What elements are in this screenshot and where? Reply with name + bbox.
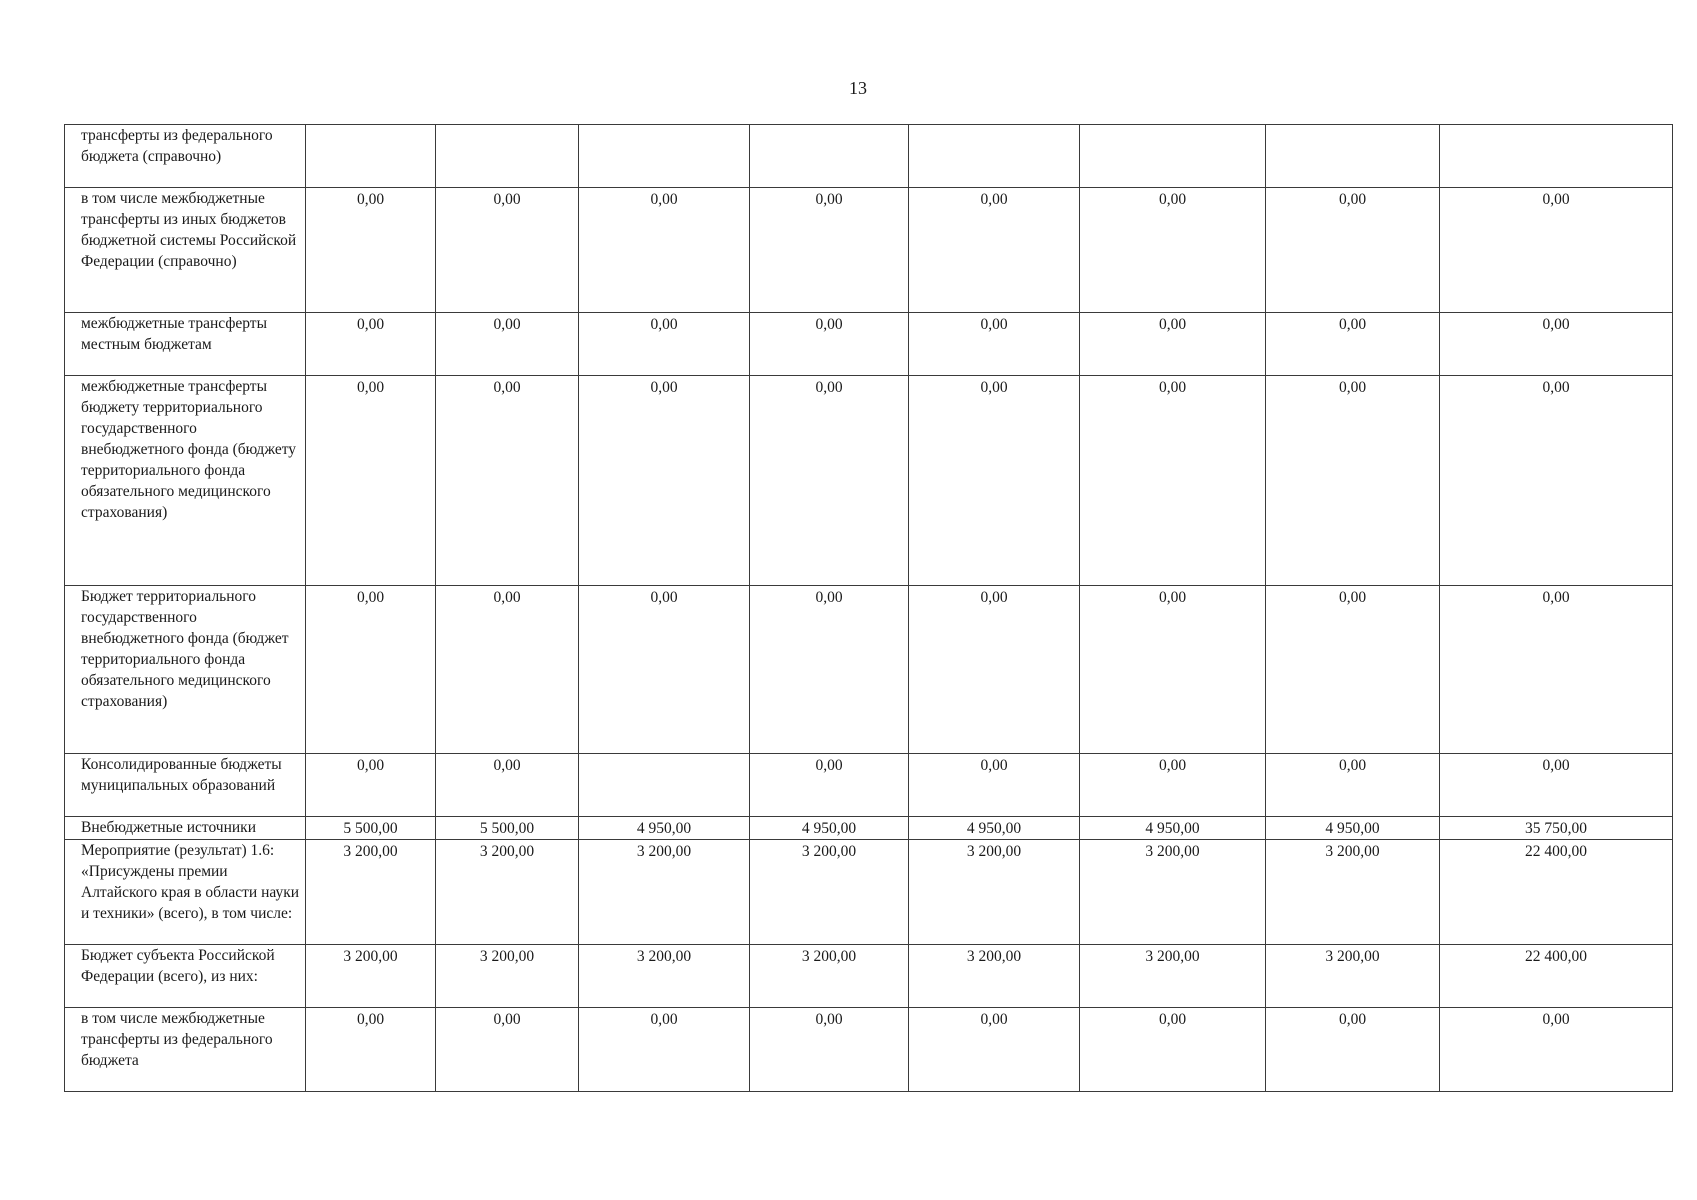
row-label: в том числе межбюджетные трансферты из федерального бюджета [65,1008,306,1092]
table-row [65,1008,1673,1092]
value-cell: 0,00 [1266,188,1440,313]
value-cell: 35 750,00 [1440,817,1673,840]
value-cell: 0,00 [1266,754,1440,817]
value-cell: 0,00 [306,754,436,817]
row-label: Бюджет субъекта Российской Федерации (всего), из них: [65,945,306,1008]
value-cell: 3 200,00 [909,945,1080,1008]
value-cell: 3 200,00 [579,840,750,945]
value-cell: 0,00 [909,376,1080,586]
value-cell [1080,125,1266,188]
value-cell: 0,00 [1440,313,1673,376]
value-cell: 22 400,00 [1440,945,1673,1008]
table-row [65,945,1673,1008]
value-cell: 4 950,00 [1080,817,1266,840]
value-cell: 0,00 [306,313,436,376]
value-cell: 4 950,00 [909,817,1080,840]
value-cell: 0,00 [909,313,1080,376]
row-label: Консолидированные бюджеты муниципальных образований [65,754,306,817]
value-cell: 0,00 [750,586,909,754]
value-cell: 0,00 [436,1008,579,1092]
row-label: межбюджетные трансферты местным бюджетам [65,313,306,376]
value-cell: 0,00 [750,313,909,376]
value-cell: 0,00 [750,754,909,817]
value-cell: 5 500,00 [306,817,436,840]
value-cell: 3 200,00 [436,945,579,1008]
value-cell: 0,00 [1080,313,1266,376]
value-cell: 4 950,00 [750,817,909,840]
value-cell: 0,00 [750,188,909,313]
value-cell: 0,00 [579,188,750,313]
value-cell [579,125,750,188]
value-cell: 3 200,00 [750,840,909,945]
table-row [65,125,1673,188]
value-cell: 0,00 [436,754,579,817]
value-cell: 0,00 [909,188,1080,313]
value-cell: 0,00 [1440,754,1673,817]
value-cell: 0,00 [1266,313,1440,376]
value-cell: 0,00 [1266,1008,1440,1092]
value-cell: 22 400,00 [1440,840,1673,945]
value-cell: 0,00 [909,1008,1080,1092]
row-label: Внебюджетные источники [65,817,306,840]
value-cell: 0,00 [306,188,436,313]
row-label: в том числе межбюджетные трансферты из иных бюджетов бюджетной системы Российской Федерации (справочно) [65,188,306,313]
value-cell: 0,00 [579,1008,750,1092]
row-label: межбюджетные трансферты бюджету территориального государственного внебюджетного фонда (бюджету территориального фонда обязательного медицинского страхования) [65,376,306,586]
budget-table [64,124,1673,1092]
value-cell: 0,00 [306,1008,436,1092]
value-cell [750,125,909,188]
value-cell [436,125,579,188]
value-cell: 5 500,00 [436,817,579,840]
value-cell: 3 200,00 [1266,945,1440,1008]
page-number: 13 [849,78,867,98]
table-row [65,376,1673,586]
value-cell: 0,00 [1080,376,1266,586]
value-cell: 0,00 [306,586,436,754]
value-cell: 0,00 [436,188,579,313]
value-cell: 0,00 [750,1008,909,1092]
table-row [65,817,1673,840]
value-cell: 0,00 [1266,376,1440,586]
value-cell: 0,00 [579,313,750,376]
value-cell: 0,00 [1080,188,1266,313]
value-cell [909,125,1080,188]
value-cell: 0,00 [909,754,1080,817]
row-label: трансферты из федерального бюджета (справочно) [65,125,306,188]
value-cell: 0,00 [1080,586,1266,754]
table-row [65,188,1673,313]
value-cell: 3 200,00 [306,840,436,945]
value-cell: 4 950,00 [579,817,750,840]
value-cell: 4 950,00 [1266,817,1440,840]
value-cell [306,125,436,188]
value-cell: 0,00 [1080,1008,1266,1092]
value-cell: 3 200,00 [579,945,750,1008]
value-cell: 0,00 [1080,754,1266,817]
value-cell: 0,00 [579,376,750,586]
value-cell: 0,00 [1440,188,1673,313]
value-cell: 0,00 [1440,376,1673,586]
value-cell: 0,00 [1440,1008,1673,1092]
value-cell: 0,00 [909,586,1080,754]
value-cell: 3 200,00 [909,840,1080,945]
value-cell: 0,00 [436,313,579,376]
value-cell: 3 200,00 [1266,840,1440,945]
table-row [65,840,1673,945]
value-cell [579,754,750,817]
value-cell: 0,00 [436,586,579,754]
value-cell: 3 200,00 [1080,945,1266,1008]
value-cell: 0,00 [1266,586,1440,754]
value-cell: 0,00 [579,586,750,754]
value-cell: 0,00 [1440,586,1673,754]
value-cell [1266,125,1440,188]
row-label: Мероприятие (результат) 1.6: «Присуждены премии Алтайского края в области науки и техники» (всего), в том числе: [65,840,306,945]
value-cell: 3 200,00 [436,840,579,945]
value-cell: 0,00 [436,376,579,586]
row-label: Бюджет территориального государственного внебюджетного фонда (бюджет территориального фонда обязательного медицинского страхования) [65,586,306,754]
table-row [65,754,1673,817]
value-cell: 3 200,00 [306,945,436,1008]
table-row [65,586,1673,754]
value-cell: 0,00 [750,376,909,586]
value-cell: 3 200,00 [750,945,909,1008]
value-cell: 0,00 [306,376,436,586]
table-row [65,313,1673,376]
table-body [65,125,1673,1092]
value-cell [1440,125,1673,188]
value-cell: 3 200,00 [1080,840,1266,945]
